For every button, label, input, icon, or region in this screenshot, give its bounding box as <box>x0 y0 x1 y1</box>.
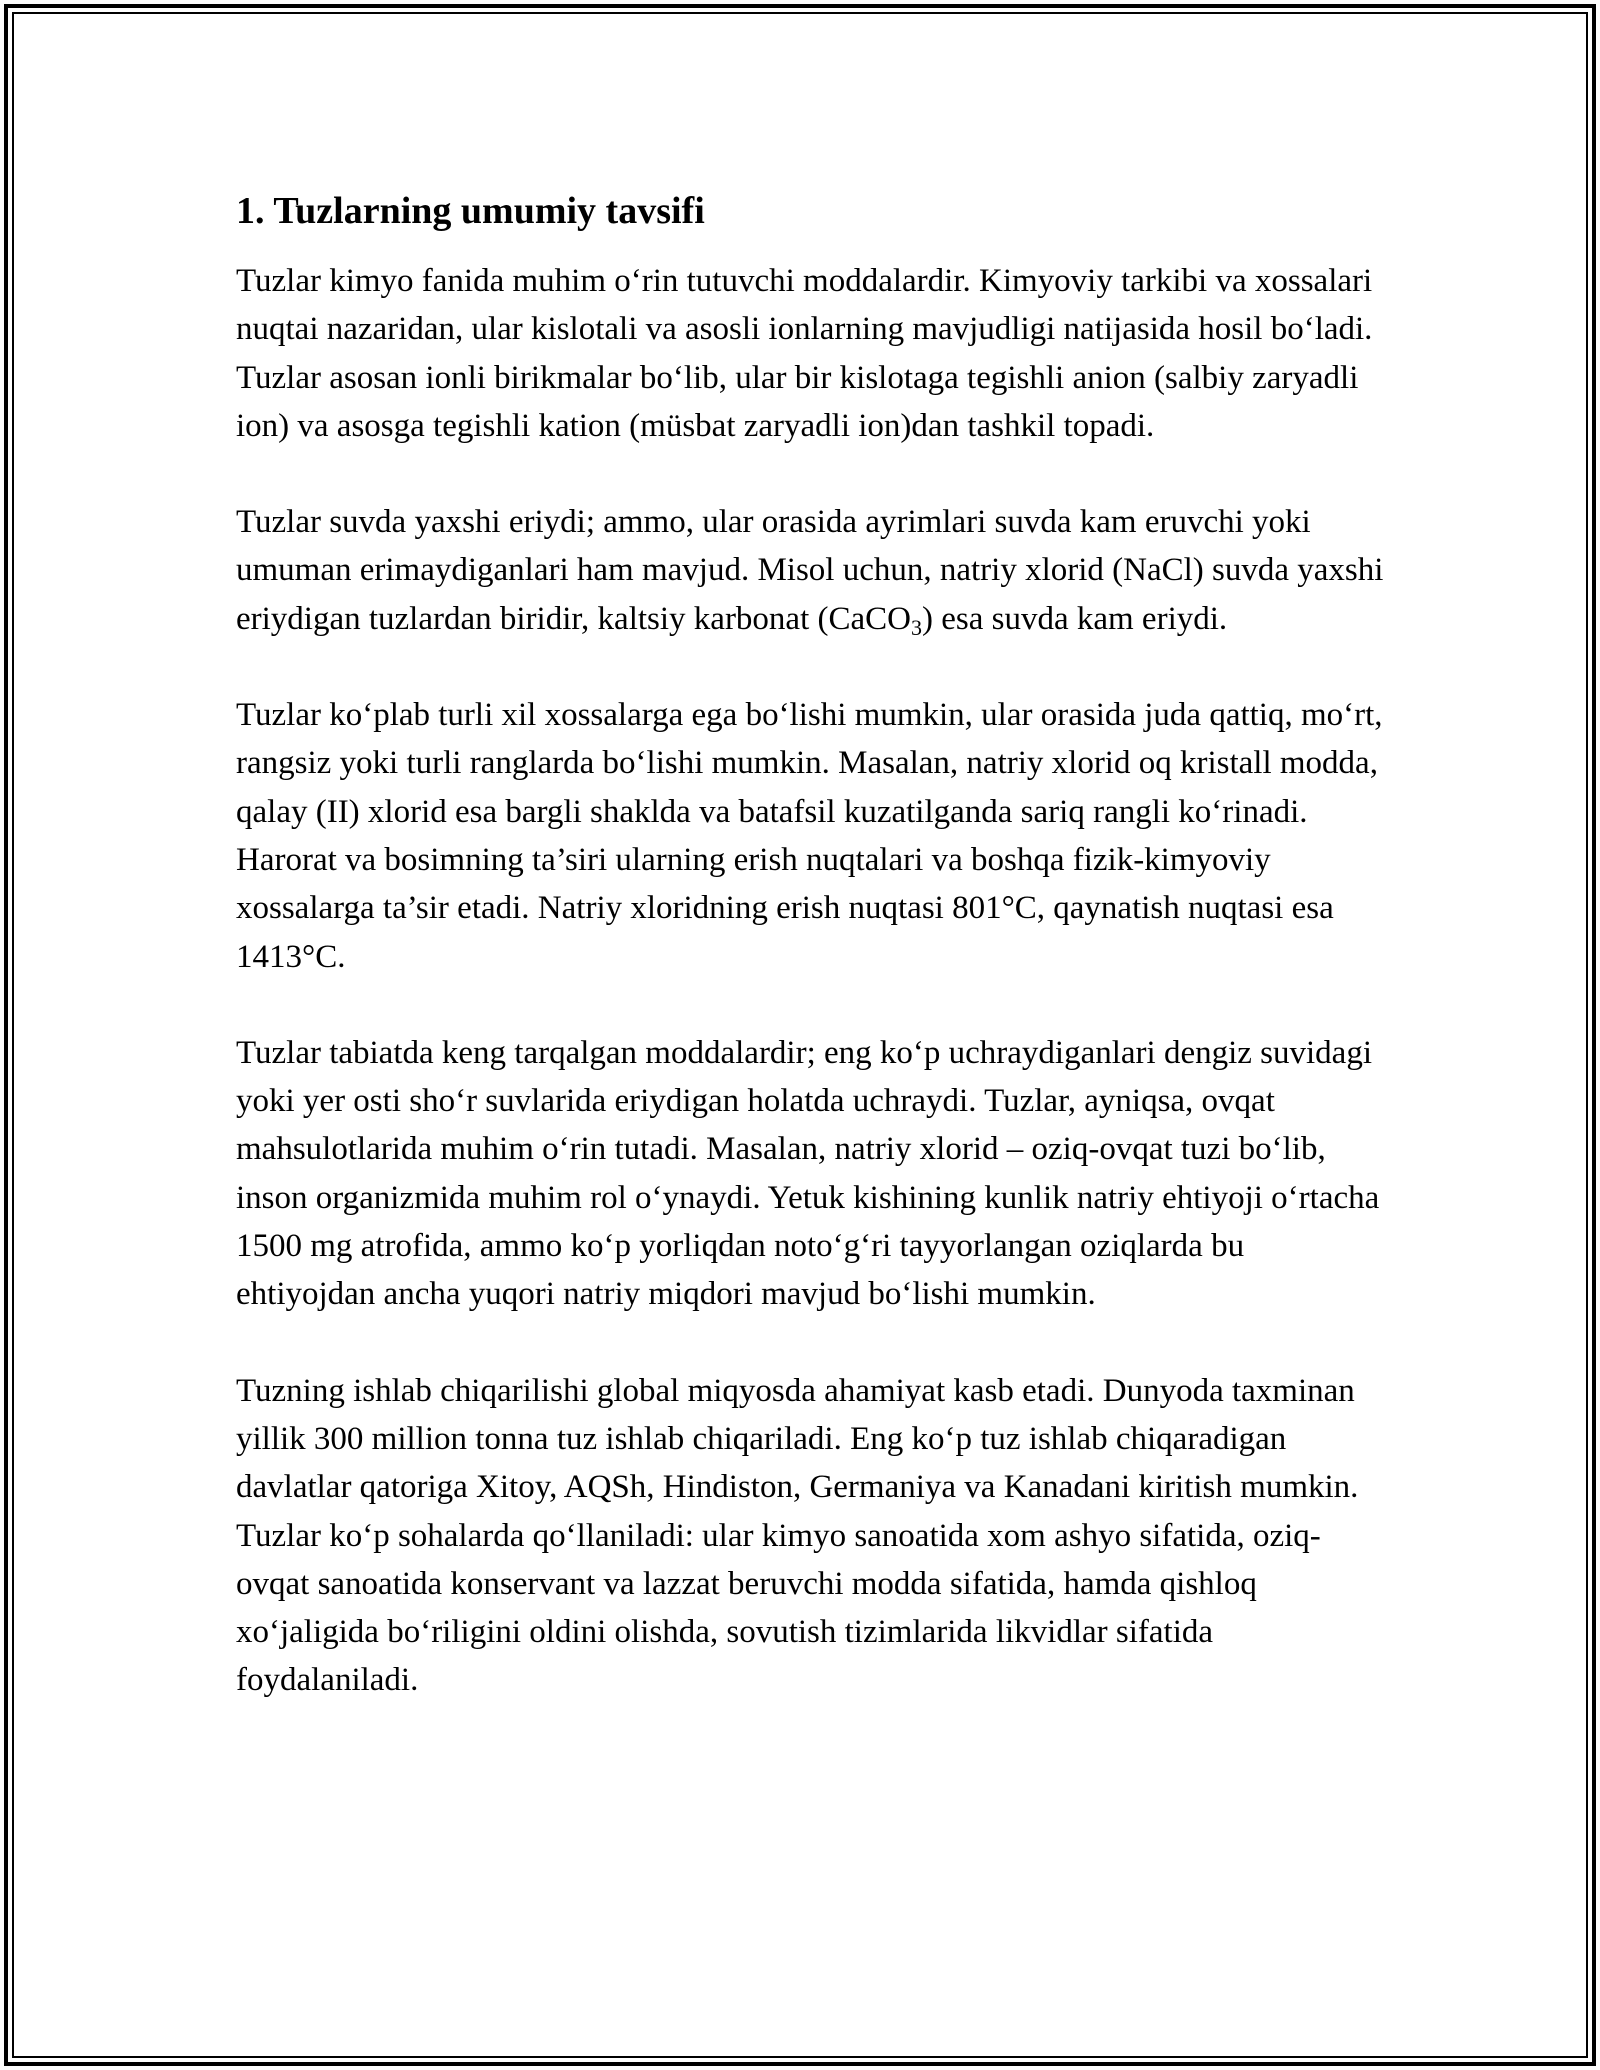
paragraph-general-description: Tuzlar kimyo fanida muhim o‘rin tutuvchi moddalardir. Kimyoviy tarkibi va xossalari nuqtai nazaridan, ular kislotali va asosli ionlarning mavjudligi natijasida hosil bo‘ladi. Tuzlar asosan ionli birikmalar bo‘lib, ular bir kislotaga tegishli anion (salbiy zaryadli ion) va asosga tegishli kation (müsbat zaryadli ion)dan tashkil topadi. <box>236 263 1373 444</box>
paragraph-solubility-text: Tuzlar suvda yaxshi eriydi; ammo, ular orasida ayrimlari suvda kam eruvchi yoki umuman erimaydiganlari ham mavjud. Misol uchun, natriy xlorid (NaCl) suvda yaxshi eriydigan tuzlardan biridir, kaltsiy karbonat (CaCO <box>236 504 1384 637</box>
section-title: 1. Tuzlarning umumiy tavsifi <box>236 190 705 232</box>
document-body <box>236 185 1386 1705</box>
paragraph-properties: Tuzlar ko‘plab turli xil xossalarga ega bo‘lishi mumkin, ular orasida juda qattiq, mo‘rt, rangsiz yoki turli ranglarda bo‘lishi mumkin. Masalan, natriy xlorid oq kristall modda, qalay (II) xlorid esa bargli shaklda va batafsil kuzatilganda sariq rangli ko‘rinadi. Harorat va bosimning ta’siri ularning erish nuqtalari va boshqa fizik-kimyoviy xossalarga ta’sir etadi. Natriy xloridning erish nuqtasi 801°C, qaynatish nuqtasi esa 1413°C. <box>236 697 1383 975</box>
paragraph-solubility <box>236 498 1386 643</box>
formula-subscript: 3 <box>911 614 922 640</box>
paragraph-solubility-text-end: ) esa suvda kam eriydi. <box>922 600 1228 637</box>
paragraph-production: Tuzning ishlab chiqarilishi global miqyosda ahamiyat kasb etadi. Dunyoda taxminan yillik 300 million tonna tuz ishlab chiqariladi. Eng ko‘p tuz ishlab chiqaradigan davlatlar qatoriga Xitoy, AQSh, Hindiston, Germaniya va Kanadani kiritish mumkin. Tuzlar ko‘p sohalarda qo‘llaniladi: ular kimyo sanoatida xom ashyo sifatida, oziq-ovqat sanoatida konservant va lazzat beruvchi modda sifatida, hamda qishloq xo‘jaligida bo‘riligini oldini olishda, sovutish tizimlarida likvidlar sifatida foydalaniladi. <box>236 1372 1359 1699</box>
paragraph-occurrence: Tuzlar tabiatda keng tarqalgan moddalardir; eng ko‘p uchraydiganlari dengiz suvidagi yoki yer osti sho‘r suvlarida eriydigan holatda uchraydi. Tuzlar, ayniqsa, ovqat mahsulotlarida muhim o‘rin tutadi. Masalan, natriy xlorid – oziq-ovqat tuzi bo‘lib, inson organizmida muhim rol o‘ynaydi. Yetuk kishining kunlik natriy ehtiyoji o‘rtacha 1500 mg atrofida, ammo ko‘p yorliqdan noto‘g‘ri tayyorlangan oziqlarda bu ehtiyojdan ancha yuqori natriy miqdori mavjud bo‘lishi mumkin. <box>236 1034 1380 1313</box>
